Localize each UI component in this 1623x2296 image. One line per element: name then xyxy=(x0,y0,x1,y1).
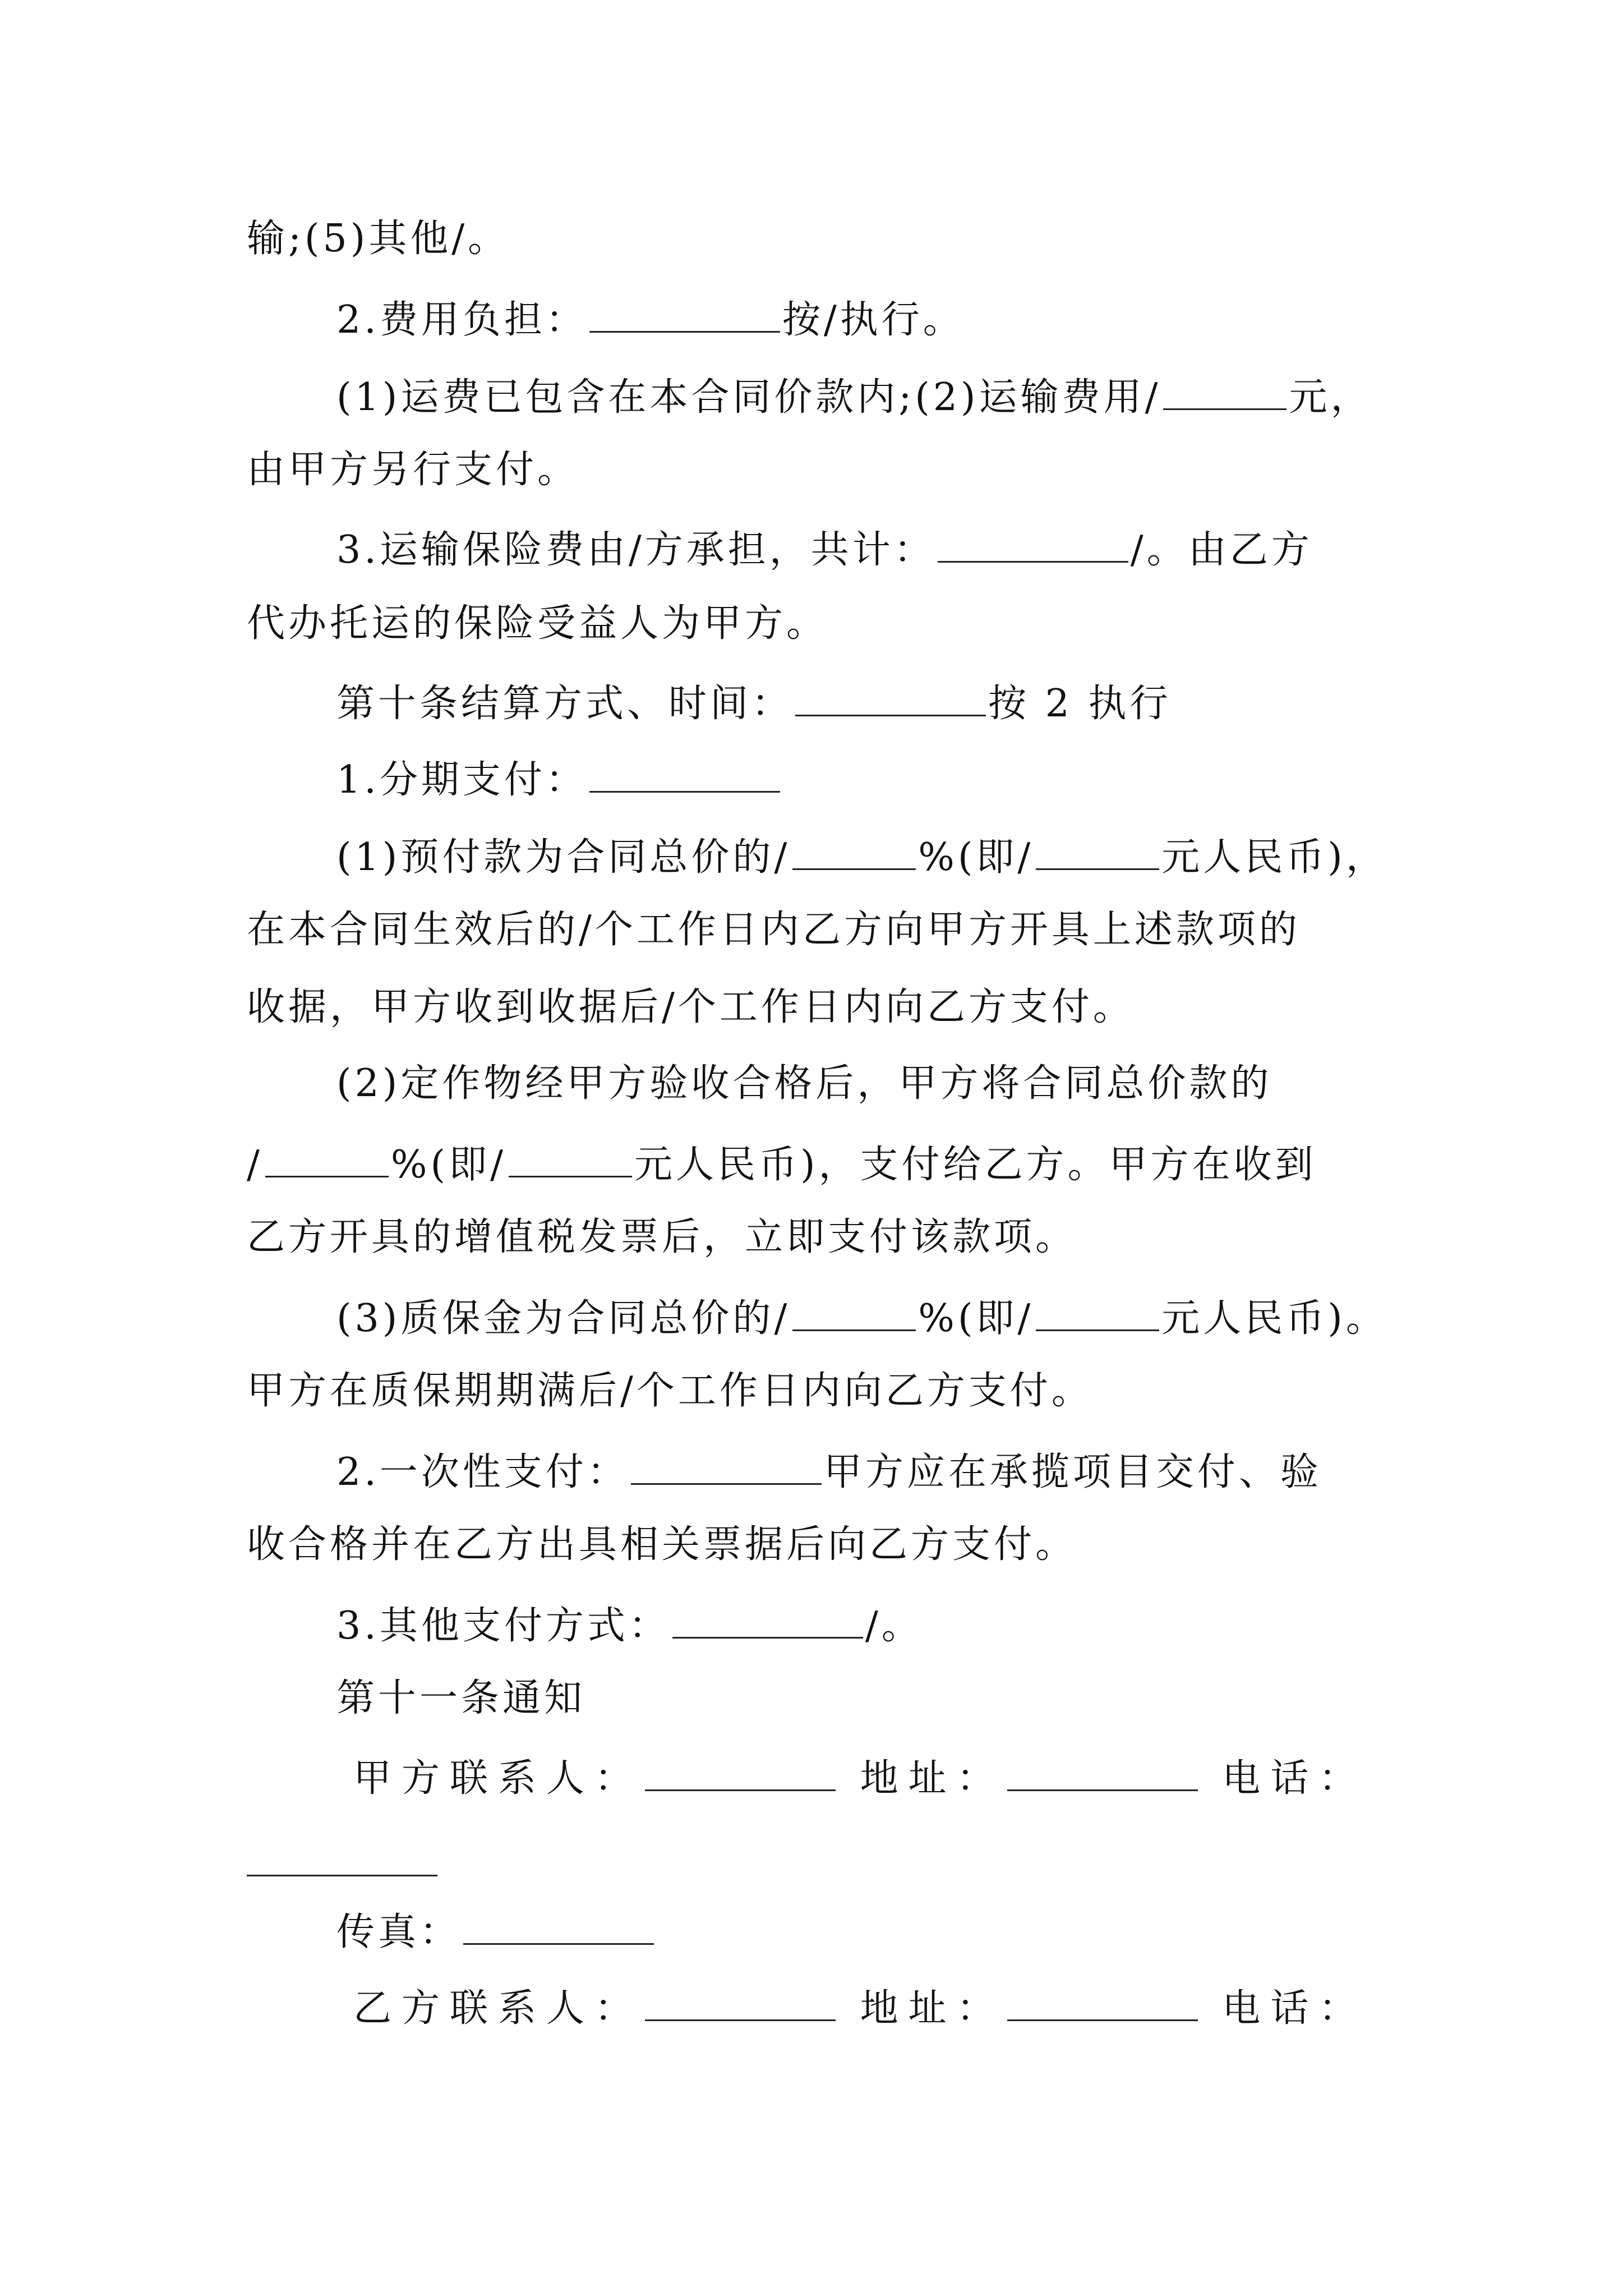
text: 元人民币)， xyxy=(1161,835,1387,880)
section-heading xyxy=(336,1676,1432,1720)
text-line xyxy=(336,1061,1432,1106)
text: 2.费用负担： xyxy=(336,298,587,342)
text-line xyxy=(247,1522,1432,1567)
text: 元人民币)，支付给乙方。甲方在收到 xyxy=(634,1143,1317,1187)
text-line xyxy=(336,527,1432,572)
fill-blank[interactable] xyxy=(631,1450,822,1485)
fill-blank[interactable] xyxy=(589,757,780,793)
text: 元， xyxy=(1289,375,1372,420)
text-line xyxy=(336,835,1432,880)
text: 电话： xyxy=(1222,1986,1367,2031)
text: 乙方联系人： xyxy=(353,1986,643,2031)
text-line xyxy=(247,1215,1432,1259)
text-line xyxy=(336,375,1432,420)
fill-blank[interactable] xyxy=(1007,1756,1198,1791)
text-line xyxy=(247,1369,1432,1413)
text: /。由乙方 xyxy=(1130,528,1313,572)
fill-blank[interactable] xyxy=(1163,375,1287,410)
text: (3)质保金为合同总价的/ xyxy=(336,1296,791,1341)
text: 甲方在质保期期满后/个工作日内向乙方支付。 xyxy=(247,1369,1093,1413)
text: 甲方应在承揽项目交付、验 xyxy=(823,1450,1322,1494)
fill-blank[interactable] xyxy=(792,1296,916,1331)
fill-blank[interactable] xyxy=(645,1986,836,2021)
fill-blank[interactable] xyxy=(938,527,1128,563)
fill-blank[interactable] xyxy=(247,1875,437,1876)
text: 1.分期支付： xyxy=(336,758,587,802)
text-line xyxy=(247,601,1432,646)
text: 3.运输保险费由/方承担，共计： xyxy=(336,528,935,572)
fill-blank[interactable] xyxy=(1007,1986,1198,2021)
fill-blank[interactable] xyxy=(792,835,916,870)
text-line xyxy=(247,448,1432,492)
text: 元人民币)。 xyxy=(1161,1296,1387,1341)
fill-blank[interactable] xyxy=(672,1603,863,1639)
text-line xyxy=(247,985,1432,1029)
text-line xyxy=(336,1296,1432,1341)
text-line xyxy=(336,757,1432,802)
text-line xyxy=(247,217,1432,261)
text: 在本合同生效后的/个工作日内乙方向甲方开具上述款项的 xyxy=(247,908,1301,952)
text: 地址： xyxy=(860,1756,1005,1801)
text-line xyxy=(247,908,1432,952)
fill-blank[interactable] xyxy=(265,1142,389,1177)
text: %(即/ xyxy=(918,1296,1034,1341)
text: %(即/ xyxy=(390,1143,506,1187)
fill-blank[interactable] xyxy=(645,1756,836,1791)
text: 按 2 执行 xyxy=(988,682,1172,726)
text: 电话： xyxy=(1222,1756,1367,1801)
text: (2)定作物经甲方验收合格后，甲方将合同总价款的 xyxy=(336,1061,1272,1106)
text-line xyxy=(336,1450,1432,1492)
fill-blank[interactable] xyxy=(589,297,780,333)
fill-blank[interactable] xyxy=(509,1142,632,1177)
fill-blank[interactable] xyxy=(463,1910,654,1945)
text: 按/执行。 xyxy=(782,298,965,342)
text: 甲方联系人： xyxy=(353,1756,643,1801)
text: 代办托运的保险受益人为甲方。 xyxy=(247,601,828,646)
fill-blank[interactable] xyxy=(795,681,986,716)
text: 传真： xyxy=(336,1910,462,1954)
fill-blank[interactable] xyxy=(1036,835,1159,870)
text: 地址： xyxy=(860,1986,1005,2031)
text: 第十条结算方式、时间： xyxy=(336,682,794,726)
text: 收合格并在乙方出具相关票据后向乙方支付。 xyxy=(247,1522,1077,1567)
text: (1)运费已包含在本合同价款内;(2)运输费用/ xyxy=(336,375,1161,420)
text: /。 xyxy=(865,1604,923,1648)
text: 收据，甲方收到收据后/个工作日内向乙方支付。 xyxy=(247,985,1135,1029)
text: 2.一次性支付： xyxy=(336,1450,629,1494)
text: 输;(5)其他/。 xyxy=(247,217,510,261)
text: %(即/ xyxy=(918,835,1034,880)
text-line xyxy=(247,1142,1432,1187)
text-line xyxy=(353,1756,1432,1801)
text: 3.其他支付方式： xyxy=(336,1604,670,1648)
text: 第十一条通知 xyxy=(336,1676,586,1720)
text: 乙方开具的增值税发票后，立即支付该款项。 xyxy=(247,1215,1077,1259)
text: (1)预付款为合同总价的/ xyxy=(336,835,791,880)
fill-blank[interactable] xyxy=(1036,1296,1159,1331)
text-line xyxy=(336,681,1432,726)
text-line xyxy=(336,1603,1432,1648)
text-line xyxy=(336,297,1432,342)
text: / xyxy=(247,1143,263,1187)
text-line xyxy=(353,1986,1432,2031)
text: 由甲方另行支付。 xyxy=(247,448,579,492)
text-line xyxy=(336,1910,1432,1952)
